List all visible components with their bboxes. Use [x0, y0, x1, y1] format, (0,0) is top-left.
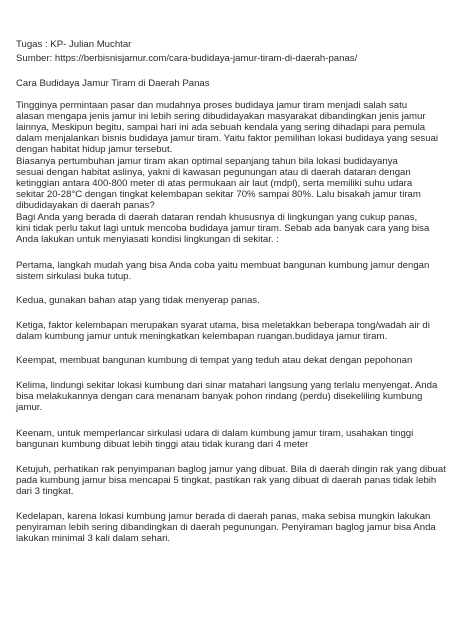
point-4-line: Keempat, membuat bangunan kumbung di tempat yang teduh atau dekat dengan pepohonan [16, 355, 413, 366]
point-8-line: Kedelapan, karena lokasi kumbung jamur berada di daerah panas, maka sebisa mungkin lakukan [16, 511, 431, 522]
intro-line: dalam menjalankan bisnis budidaya jamur tiram. Yaitu faktor pemilihan lokasi budidaya yang sesuai [16, 133, 439, 144]
point-1-line: Pertama, langkah mudah yang bisa Anda coba yaitu membuat bangunan kumbung jamur dengan [16, 260, 430, 271]
point-8-line: penyiraman lebih sering dibandingkan di daerah pegunungan. Penyiraman baglog jamur bisa Anda [16, 522, 436, 533]
point-5-line: bisa melakukannya dengan cara menanam banyak pohon rindang (perdu) disekeliling kumbung [16, 391, 423, 402]
document-title: Cara Budidaya Jamur Tiram di Daerah Panas [16, 78, 210, 89]
intro-line: lainnya, Meskipun begitu, sampai hari ini ada sebuah kendala yang sering dihadapi para pemula [16, 122, 426, 133]
point-7-line: Ketujuh, perhatikan rak penyimpanan baglog jamur yang dibuat. Bila di daerah dingin rak yang dibuat [16, 464, 446, 475]
intro-line: alasan mengapa jenis jamur ini lebih sering dibudidayakan masyarakat dibandingkan jenis jamur [16, 111, 426, 122]
intro-line: Bagi Anda yang berada di daerah dataran rendah khususnya di lingkungan yang cukup panas, [16, 212, 418, 223]
point-5-line: jamur. [16, 402, 43, 413]
intro-line: sesuai dengan habitat aslinya, yakni di kawasan pegunungan atau di daerah dataran dengan [16, 167, 411, 178]
point-8-line: lakukan minimal 3 kali dalam sehari. [16, 533, 171, 544]
point-7-line: pada kumbung jamur bisa mencapai 5 tingkat, pastikan rak yang dibuat di daerah panas tidak lebih [16, 475, 437, 486]
point-2-line: Kedua, gunakan bahan atap yang tidak menyerap panas. [16, 295, 260, 306]
point-5-line: Kelima, lindungi sekitar lokasi kumbung dari sinar matahari langsung yang terlalu menyengat. Anda [16, 380, 438, 391]
header-tugas: Tugas : KP- Julian Muchtar [16, 39, 132, 50]
point-1-line: sistem sirkulasi buka tutup. [16, 271, 132, 282]
intro-line: ketinggian antara 400-800 meter di atas permukaan air laut (mdpl), serta memiliki suhu udara [16, 178, 413, 189]
point-7-line: dari 3 tingkat. [16, 486, 74, 497]
intro-line: dengan habitat hidup jamur tersebut. [16, 144, 173, 155]
point-6-line: bangunan kumbung dibuat lebih tinggi atau tidak kurang dari 4 meter [16, 439, 309, 450]
intro-line: Tingginya permintaan pasar dan mudahnya proses budidaya jamur tiram menjadi salah satu [16, 100, 408, 111]
point-3-line: Ketiga, faktor kelembapan merupakan syarat utama, bisa meletakkan beberapa tong/wadah air di [16, 320, 430, 331]
intro-line: kini tidak perlu takut lagi untuk mencoba budidaya jamur tiram. Sebab ada banyak cara yang bisa [16, 223, 430, 234]
intro-line: Biasanya pertumbuhan jamur tiram akan optimal sepanjang tahun bila lokasi budidayanya [16, 156, 398, 167]
point-6-line: Keenam, untuk memperlancar sirkulasi udara di dalam kumbung jamur tiram, usahakan tinggi [16, 428, 414, 439]
intro-line: sekitar 20-28°C dengan tingkat kelembapan sekitar 70% sampai 80%. Lalu bisakah jamur tiram [16, 189, 421, 200]
header-sumber: Sumber: https://berbisnisjamur.com/cara-budidaya-jamur-tiram-di-daerah-panas/ [16, 53, 358, 64]
intro-line: Anda lakukan untuk menyiasati kondisi lingkungan di sekitar. : [16, 234, 279, 245]
point-3-line: dalam kumbung jamur untuk meningkatkan kelembapan ruangan.budidaya jamur tiram. [16, 331, 388, 342]
intro-line: dibudidayakan di daerah panas? [16, 200, 155, 211]
